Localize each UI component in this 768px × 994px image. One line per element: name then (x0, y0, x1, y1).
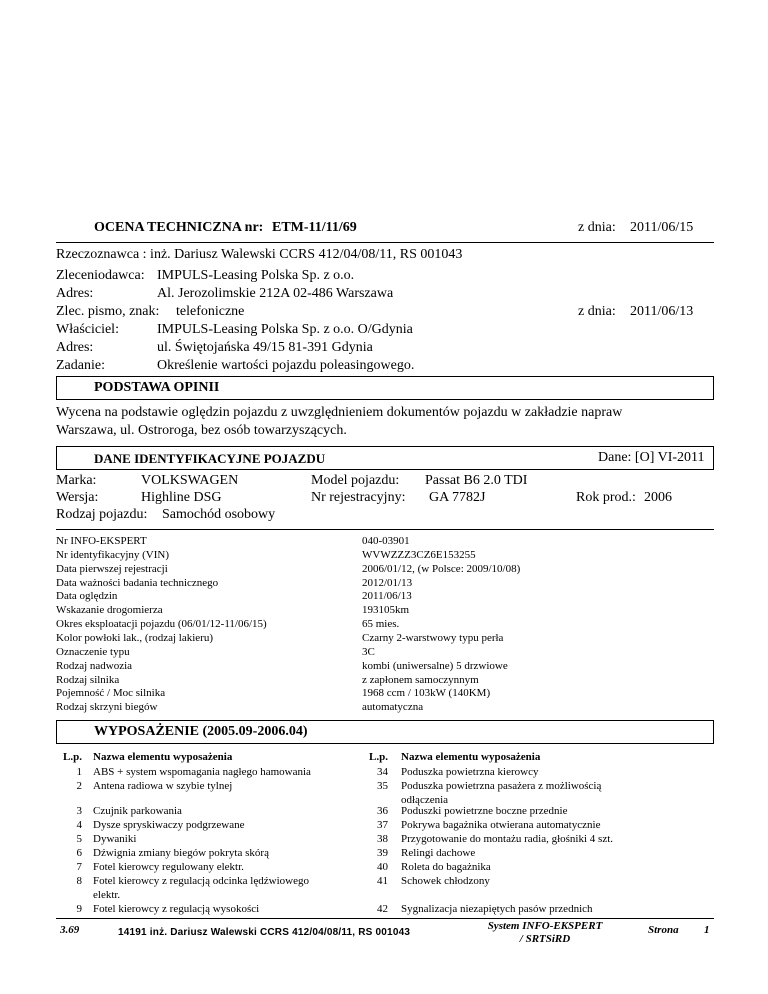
basis-text-line2: Warszawa, ul. Ostroroga, bez osób towarzyszących. (56, 423, 347, 438)
registration-value: GA 7782J (429, 490, 486, 505)
equipment-lp: 39 (377, 847, 388, 859)
equipment-item-name: Pokrywa bagażnika otwierana automatycznie (401, 819, 601, 831)
footer-divider (56, 918, 714, 919)
equipment-lp: 5 (76, 833, 82, 845)
detail-label: Rodzaj nadwozia (56, 659, 133, 672)
detail-label: Rodzaj skrzyni biegów (56, 701, 158, 714)
equipment-item-name: Poduszka powietrzna kierowcy (401, 766, 539, 778)
equipment-lp: 42 (377, 903, 388, 915)
header-divider (56, 242, 714, 243)
owner-name: IMPULS-Leasing Polska Sp. z o.o. O/Gdynia (157, 322, 413, 337)
data-source: Dane: [O] VI-2011 (598, 450, 705, 465)
basis-heading: PODSTAWA OPINII (94, 380, 220, 395)
detail-label: Kolor powłoki lak., (rodzaj lakieru) (56, 631, 214, 644)
detail-label: Data oględzin (56, 590, 118, 603)
basis-text-line1: Wycena na podstawie oględzin pojazdu z uwzględnieniem dokumentów pojazdu w zakładzie napraw (56, 405, 623, 420)
name-header-right: Nazwa elementu wyposażenia (401, 751, 541, 763)
detail-label: Rodzaj silnika (56, 673, 120, 686)
make-value: VOLKSWAGEN (141, 473, 239, 488)
detail-label: Pojemność / Moc silnika (56, 687, 166, 700)
version-value: Highline DSG (141, 490, 222, 505)
footer-version: 3.69 (60, 924, 80, 936)
equipment-lp: 40 (377, 861, 388, 873)
task-label: Zadanie: (56, 358, 105, 373)
vehicle-heading-box (56, 446, 714, 470)
equipment-lp: 6 (76, 847, 82, 859)
owner-address: ul. Świętojańska 49/15 81-391 Gdynia (157, 340, 373, 355)
detail-value: 65 mies. (362, 618, 400, 631)
order-label: Zlec. pismo, znak: (56, 304, 160, 319)
equipment-lp: 8 (76, 875, 82, 887)
version-label: Wersja: (56, 490, 99, 505)
basis-heading-box (56, 376, 714, 400)
equipment-item-name: Roleta do bagażnika (401, 861, 491, 873)
make-label: Marka: (56, 473, 97, 488)
owner-label: Właściciel: (56, 322, 119, 337)
equipment-lp: 38 (377, 833, 388, 845)
equipment-item-name: Dysze spryskiwaczy podgrzewane (93, 819, 245, 831)
detail-value: 2011/06/13 (362, 590, 412, 603)
lp-header-left: L.p. (63, 751, 82, 763)
year-value: 2006 (644, 490, 672, 505)
detail-label: Wskazanie drogomierza (56, 604, 163, 617)
equipment-item-name: Fotel kierowcy z regulacją wysokości (93, 903, 260, 915)
footer-license: 14191 inż. Dariusz Walewski CCRS 412/04/08/11, RS 001043 (118, 927, 411, 938)
equipment-lp: 37 (377, 819, 388, 831)
equipment-lp: 41 (377, 875, 388, 887)
expert-line: Rzeczoznawca : inż. Dariusz Walewski CCRS 412/04/08/11, RS 001043 (56, 247, 463, 262)
equipment-item-name: Fotel kierowcy regulowany elektr. (93, 861, 244, 873)
equipment-lp: 36 (377, 805, 388, 817)
equipment-lp: 1 (76, 766, 82, 778)
equipment-item-name: Sygnalizacja niezapiętych pasów przednich (401, 903, 593, 915)
detail-value: automatyczna (362, 701, 424, 714)
detail-value: WVWZZZ3CZ6E153255 (362, 548, 476, 561)
detail-value: Czarny 2-warstwowy typu perła (362, 631, 504, 644)
detail-value: 2012/01/13 (362, 576, 413, 589)
equipment-lp: 2 (76, 780, 82, 792)
client-label: Zleceniodawca: (56, 268, 145, 283)
equipment-lp: 35 (377, 780, 388, 792)
vehicle-heading: DANE IDENTYFIKACYJNE POJAZDU (94, 451, 326, 466)
equipment-item-name: Fotel kierowcy z regulacją odcinka lędźwiowego (93, 875, 309, 887)
footer-system-line1: System INFO-EKSPERT (487, 920, 603, 932)
equipment-item-name: ABS + system wspomagania nagłego hamowania (93, 766, 311, 778)
equipment-lp: 7 (76, 861, 82, 873)
equipment-item-name: odłączenia (401, 794, 449, 806)
equipment-item-name: Antena radiowa w szybie tylnej (93, 780, 233, 792)
equipment-item-name: Dźwignia zmiany biegów pokryta skórą (93, 847, 269, 859)
equipment-heading-box (56, 720, 714, 744)
detail-value: 3C (362, 645, 375, 658)
vehicle-type-label: Rodzaj pojazdu: (56, 507, 148, 522)
detail-value: z zapłonem samoczynnym (362, 673, 479, 686)
name-header-left: Nazwa elementu wyposażenia (93, 751, 233, 763)
footer-page-label: Strona (648, 924, 679, 936)
detail-value: 193105km (362, 604, 410, 617)
equipment-item-name: Przygotowanie do montażu radia, głośniki 4 szt. (401, 833, 614, 845)
footer-system-line2: / SRTSiRD (519, 933, 571, 945)
equipment-lp: 9 (76, 903, 82, 915)
report-date: 2011/06/15 (630, 220, 694, 235)
equipment-item-name: Schowek chłodzony (401, 875, 490, 887)
year-label: Rok prod.: (576, 490, 636, 505)
model-label: Model pojazdu: (311, 473, 400, 488)
report-title: OCENA TECHNICZNA nr: (94, 220, 264, 235)
order-date: 2011/06/13 (630, 304, 694, 319)
task-value: Określenie wartości pojazdu poleasingowego. (157, 358, 415, 373)
registration-label: Nr rejestracyjny: (311, 490, 406, 505)
detail-label: Oznaczenie typu (56, 645, 130, 658)
model-value: Passat B6 2.0 TDI (425, 473, 528, 488)
order-value: telefoniczne (176, 304, 245, 319)
equipment-lp: 3 (76, 805, 82, 817)
detail-label: Nr INFO-EKSPERT (56, 535, 147, 547)
detail-value: 1968 ccm / 103kW (140KM) (362, 687, 491, 700)
equipment-heading: WYPOSAŻENIE (2005.09-2006.04) (94, 724, 308, 739)
order-date-label: z dnia: (578, 304, 616, 319)
footer-page-number: 1 (704, 924, 710, 936)
report-number: ETM-11/11/69 (272, 220, 357, 235)
equipment-item-name: Relingi dachowe (401, 847, 476, 859)
detail-value: kombi (uniwersalne) 5 drzwiowe (362, 659, 508, 672)
lp-header-right: L.p. (369, 751, 388, 763)
detail-label: Data pierwszej rejestracji (56, 562, 168, 575)
details-divider (56, 529, 714, 530)
equipment-item-name: Dywaniki (93, 833, 137, 845)
detail-label: Data ważności badania technicznego (56, 576, 219, 589)
client-name: IMPULS-Leasing Polska Sp. z o.o. (157, 268, 355, 283)
client-address-label: Adres: (56, 286, 94, 301)
client-address: Al. Jerozolimskie 212A 02-486 Warszawa (157, 286, 394, 301)
equipment-item-name: Poduszka powietrzna pasażera z możliwością (401, 780, 602, 792)
vehicle-type-value: Samochód osobowy (162, 507, 276, 522)
owner-address-label: Adres: (56, 340, 94, 355)
equipment-lp: 34 (377, 766, 388, 778)
detail-label: Nr identyfikacyjny (VIN) (56, 548, 170, 561)
detail-value: 2006/01/12, (w Polsce: 2009/10/08) (362, 562, 521, 575)
detail-label: Okres eksploatacji pojazdu (06/01/12-11/06/15) (56, 618, 267, 631)
equipment-item-name: Czujnik parkowania (93, 805, 182, 817)
detail-value: 040-03901 (362, 535, 410, 547)
equipment-item-name: elektr. (93, 889, 121, 901)
equipment-item-name: Poduszki powietrzne boczne przednie (401, 805, 568, 817)
report-date-label: z dnia: (578, 220, 616, 235)
equipment-lp: 4 (76, 819, 82, 831)
